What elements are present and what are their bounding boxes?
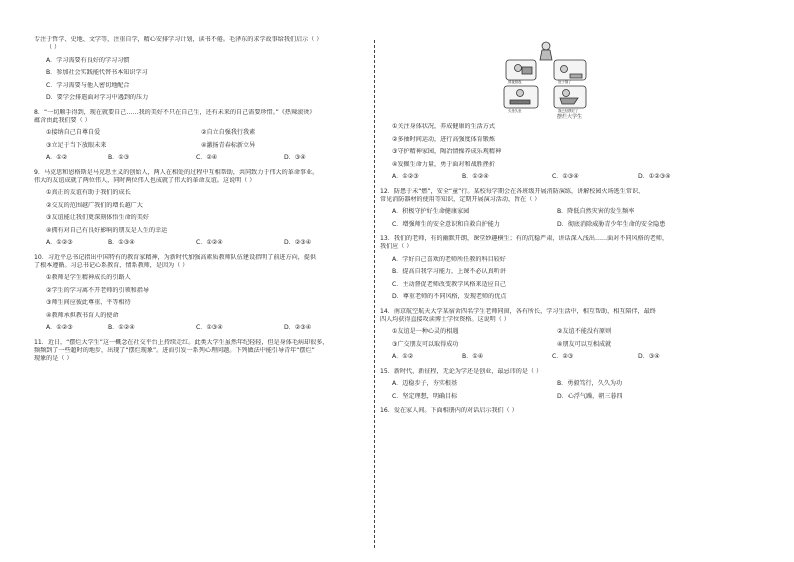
q12-option-b: B．降低自然灾害的发生频率 [557, 208, 635, 215]
q14-choice-d: D．③④ [638, 353, 660, 360]
q10-stem-line1: 10．习近平总书记指出中国特有的教育家精神，为新时代加强高素质教师队伍建设指明了前进方向，提供 [34, 253, 316, 261]
q8-stem-line2: 蕴含由此我们要（ ） [34, 116, 91, 124]
q10-choice-d: D．②③④ [284, 324, 312, 331]
q15-option-d: D．心浮气躁，朝三暮四 [557, 392, 623, 400]
q8-items-row1 [34, 129, 369, 137]
q8-item-4: ④激扬青春标新立异 [201, 141, 256, 149]
q8-items-row2 [34, 142, 369, 150]
q11-stem-line3: 现象的是（ ） [34, 354, 73, 362]
q11-choice-a: A．①②③ [392, 173, 419, 180]
q12-options-row2 [380, 221, 775, 229]
q11-choice-c: C．①③④ [552, 173, 579, 180]
q8-choice-b: B．①③ [108, 154, 130, 161]
q10-item-3: ③师生间应彼此尊重、平等相待 [46, 299, 131, 306]
q14-stem-line1: 14．南京航空航天大学某宿舍四名学生老师同窗，各有所长，学习生活中，相互帮助，相互陪伴，最终 [380, 307, 656, 315]
q10-choice-c: C．①③④ [196, 324, 223, 331]
q7-option-d: D．要学会排遣面对学习中遇到的压力 [46, 94, 149, 101]
q16-stem: 16．爱在家人间。下面相册内的对话启示我们（ ） [380, 407, 518, 414]
q14-choices [380, 353, 775, 361]
q7-blank: （ ） [46, 44, 61, 51]
figure-label-2: 肚子饿了 [558, 80, 572, 84]
q8-item-3: ③立足于当下放眼未来 [46, 141, 107, 149]
q9-stem-line1: 9．马克思和恩格斯是马克思主义的创始人，两人在相处的过程中互相帮助，共同致力于伟大的革命事业。 [34, 168, 319, 176]
q15-option-c: C．坚定理想，明确目标 [392, 392, 458, 400]
q7-option-b: B．参加社会实践能代替书本知识学习 [46, 69, 148, 76]
q12-option-c: C．增强师生的安全意识和自救自护能力 [392, 220, 500, 228]
q8-choice-c: C．②④ [196, 154, 218, 161]
q13-option-d: D．尊重老师的不同风格，发现老师的优点 [392, 293, 507, 300]
column-divider [374, 40, 375, 548]
q11-choice-d: D．①②③④ [638, 173, 671, 180]
q14-item-1: ①友谊是一种心灵的相遇 [392, 328, 459, 335]
left-column [34, 36, 369, 363]
q9-item-1: ①真正的友谊有助于我们的成长 [46, 189, 131, 196]
q14-items-row2 [380, 341, 775, 349]
q15-option-a: A．迈稳步子，夯实根基 [392, 380, 458, 387]
q15-options-row2 [380, 393, 775, 401]
q11-choice-b: B．①②④ [462, 173, 489, 180]
q11-item-1: ①关注身体状况，养成健康的生活方式 [392, 123, 495, 130]
q8-item-2: ②自立自强我行我素 [201, 129, 256, 136]
q15-option-b: B．勇毅笃行，久久为功 [557, 380, 623, 387]
q10-choice-a: A．①②③ [46, 324, 73, 331]
figure-caption: 摆烂大学生 [557, 114, 583, 120]
q9-choice-c: C．①②④ [196, 239, 223, 246]
q7-option-a: A．学习需要有良好的学习习惯 [46, 56, 130, 64]
q12-stem-line1: 12．防患于未“燃”，安全“童”行。某校每学期会在各班级开展消防演练，讲解校园火场逃生常识、 [380, 187, 645, 195]
q8-stem-line1: 8．“一切顺手得到，现在就要自己……我的美好不只在自己生，还有未来的自己需要珍惜。”《热辣滚烫》 [34, 108, 316, 116]
q14-choice-a: A．①② [392, 353, 414, 360]
q11-stem-line2: 频频到了一些超时的地步，出现了“摆烂现象”。进而引发一系列心理问题。下列做法中能引导青年“摆烂” [34, 346, 315, 354]
q15-options-row1 [380, 380, 775, 388]
q11-stem-line1: 11．近日，“摆烂大学生”这一概念在社交平台上持续走红。此类大学生虽然年纪轻轻，但是身体毛病却很多， [34, 338, 329, 346]
q9-choice-a: A．①②③ [46, 239, 73, 246]
q10-item-4: ④教师承担教书育人的使命 [46, 311, 119, 319]
q12-option-a: A．积极守护好生命健康家园 [392, 208, 470, 215]
q11-choices [380, 173, 775, 181]
q7-stem-line: 专注于哲学、史地、文学等，注重自学，精心安排学习计划，读书不倦。毛泽东的求学故事给我们启示（ ） [34, 36, 323, 43]
q9-stem-line2: 伟大的友谊成就了两位伟人，同时两位伟人也成就了伟大的革命友谊。这说明（ ） [34, 176, 256, 184]
q13-option-a: A．学好自己喜欢的老师所任教的科目较好 [392, 255, 506, 263]
q10-choice-b: B．①②④ [108, 324, 135, 331]
figure-label-4: 我已经摆烂了 [558, 109, 579, 113]
q14-choice-b: B．①④ [462, 353, 484, 360]
q9-item-3: ③友谊能让我们更深刻体悟生命的美好 [46, 214, 149, 221]
q9-choice-d: D．②③④ [284, 239, 312, 246]
q13-stem-line2: 我们应（ ） [380, 243, 413, 250]
figure-label-1: 熬夜熬夜 [508, 80, 522, 84]
q8-choices [34, 154, 369, 162]
lazy-student-illustration [500, 38, 592, 120]
q14-item-2: ②友谊不能没有原则 [557, 328, 612, 335]
q10-item-1: ①教师是学生精神成长的引路人 [46, 274, 131, 281]
q8-choice-d: D．③④ [284, 154, 306, 161]
q9-choice-b: B．①③④ [108, 239, 135, 246]
q10-stem-line2: 了根本遵循。习总书记心系教育、情系教师，是因为（ ） [34, 261, 189, 269]
q8-choice-a: A．①② [46, 154, 68, 161]
q14-item-3: ③广交朋友可以取得成功 [392, 340, 459, 348]
q11-item-2: ②多抽时间运动，进行高强度体育锻炼 [392, 135, 495, 143]
q15-stem: 15．新时代，新征程，无论为学还是创业，最忌讳的是（ ） [380, 367, 543, 375]
right-column [380, 123, 775, 415]
q13-option-c: C．主动督促老师改变教学风格来适应自己 [392, 280, 506, 288]
figure-label-3: 久坐久坐 [508, 109, 522, 113]
q13-option-b: B．提高自我学习能力，上课不必认真听讲 [392, 268, 506, 275]
q11-item-4: ④发掘生命力量，勇于面对和战胜挫折 [392, 160, 495, 168]
q9-item-4: ④拥有对自己有良好影响的朋友是人生的幸运 [46, 226, 168, 234]
q14-items-row1 [380, 328, 775, 336]
q7-option-c: C．学习需要与他人密切地配合 [46, 81, 130, 89]
q11-item-3: ③守护精神家园，陶冶情操养成乐观精神 [392, 148, 502, 155]
q10-item-2: ②学生的学习离不开老师的引领和指导 [46, 286, 149, 294]
q12-option-d: D．彻底消除威胁青少年生命的安全隐患 [557, 220, 666, 228]
q9-choices [34, 239, 369, 247]
q9-item-2: ②交友的范围越广我们的增长越广大 [46, 201, 143, 209]
q8-item-1: ①接纳自己自尊自爱 [46, 129, 101, 136]
q14-item-4: ④朋友可以互相成就 [557, 340, 612, 348]
q12-options-row1 [380, 208, 775, 216]
q14-stem-line2: 四人均获得直接攻读博士学位资格。这说明（ ） [380, 315, 510, 323]
q10-choices [34, 324, 369, 332]
q12-stem-line2: 常见消防器材的使用等知识，定期开展演习活动，旨在（ ） [380, 195, 541, 203]
q13-stem-line1: 13．我们的老师，有的幽默开朗，课堂妙趣横生；有的沉稳严肃，讲话深入浅出……面对不同风格的老师， [380, 235, 669, 242]
q14-choice-c: C．②③ [552, 353, 574, 360]
